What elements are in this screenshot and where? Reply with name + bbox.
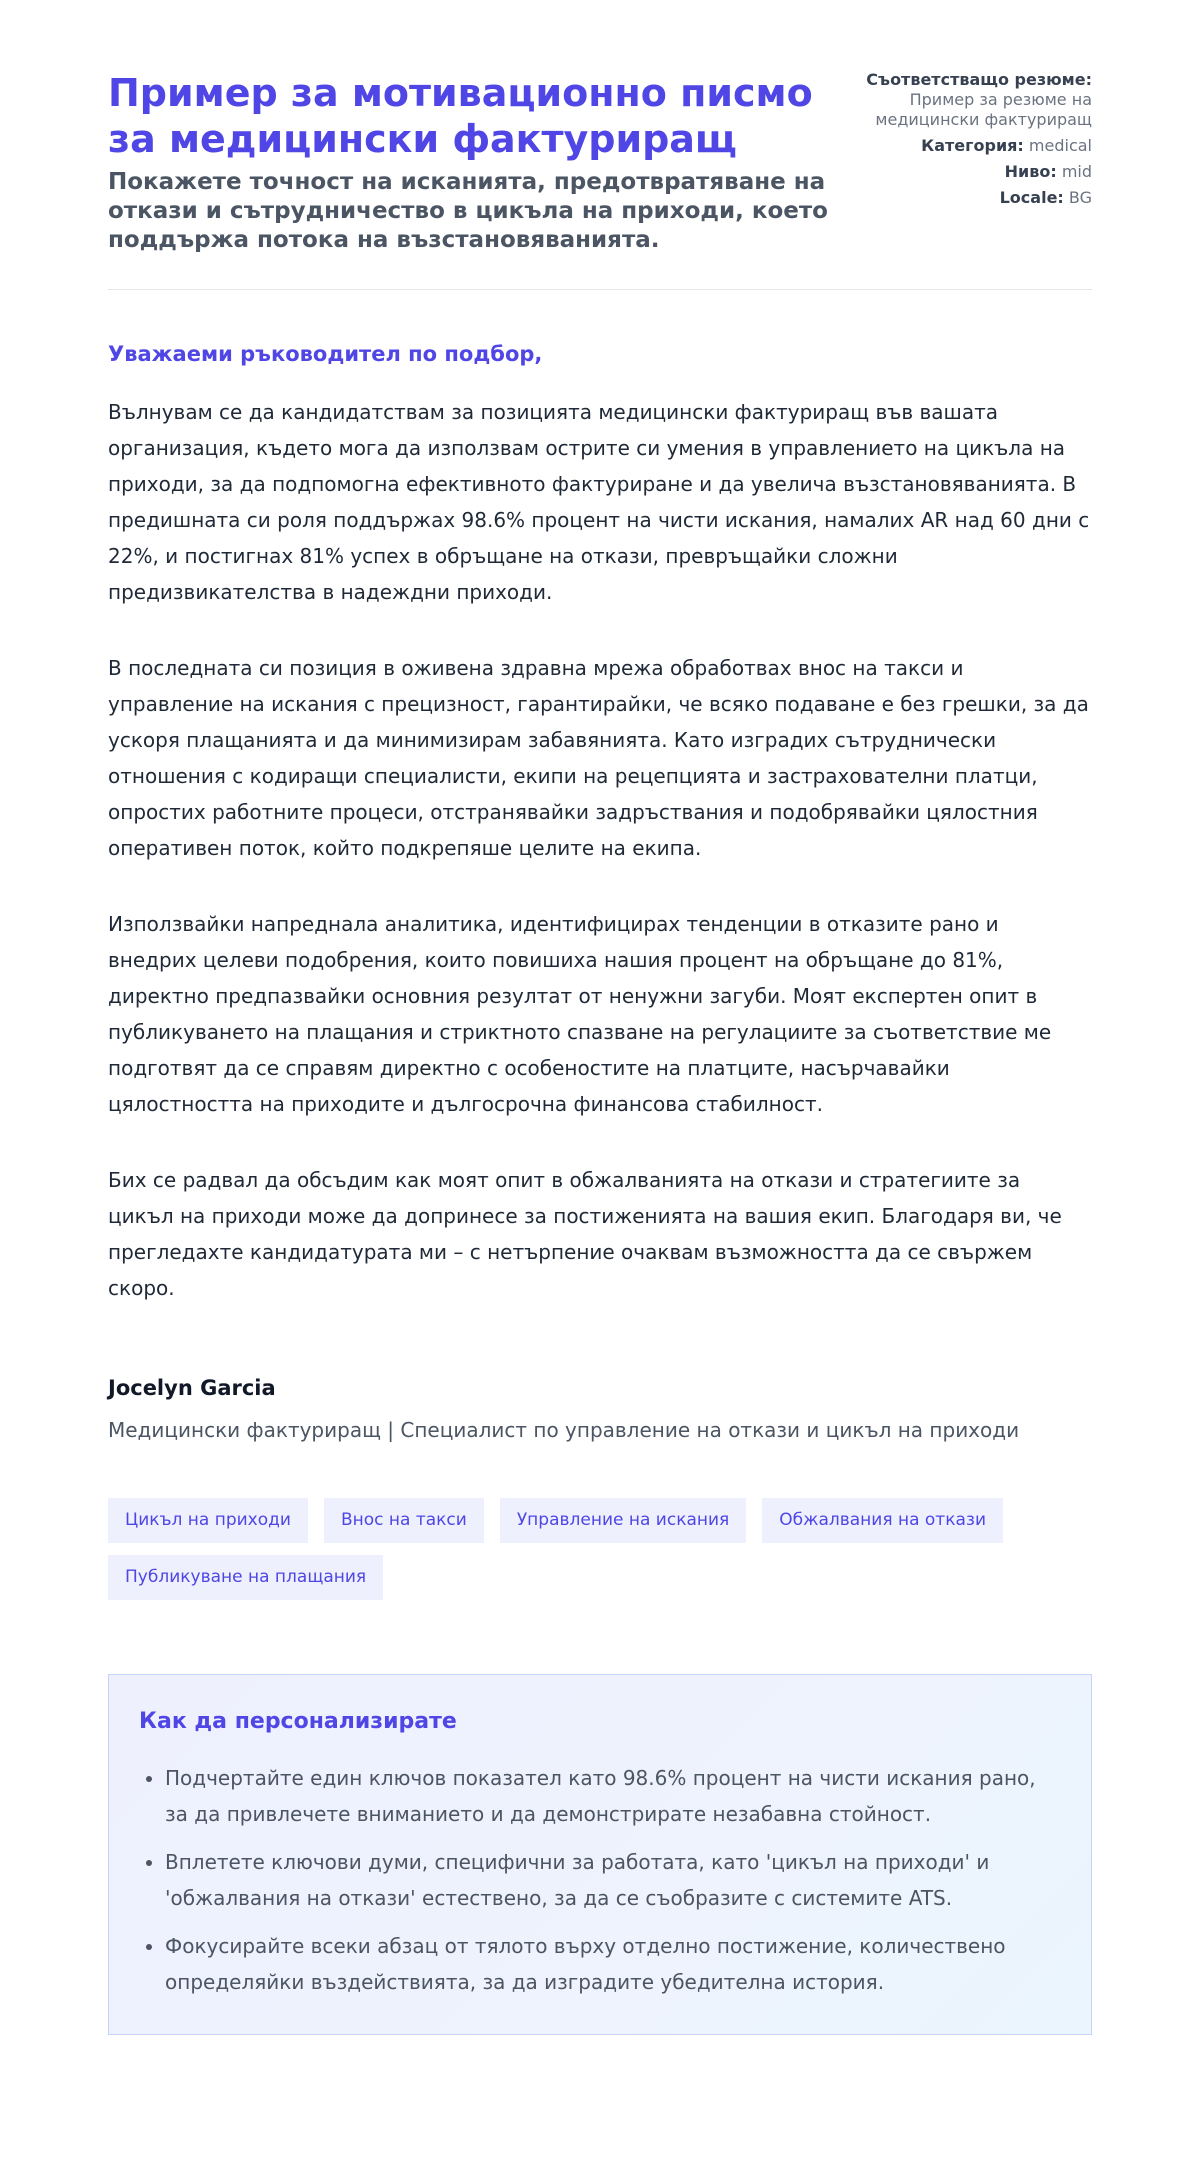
skill-tag: Управление на искания [500, 1498, 746, 1543]
header-titles [108, 70, 838, 255]
meta-label: Locale: [999, 188, 1064, 207]
meta-label: Ниво: [1004, 162, 1057, 181]
meta-value: BG [1068, 188, 1092, 207]
signature-name: Jocelyn Garcia [108, 1376, 276, 1400]
tip-item: • Фокусирайте всеки абзац от тялото върху отделно постижение, количествено определяйки въздействията, за да изградите убедителна история. [165, 1928, 1053, 2000]
meta-label: Категория: [921, 136, 1024, 155]
skill-tags [108, 1498, 1068, 1600]
page-subtitle: Покажете точност на исканията, предотвратяване на откази и сътрудничество в цикъла на приходи, което поддържа потока на възстановяванията. [108, 169, 828, 253]
meta-category [852, 136, 1092, 156]
header-divider [108, 289, 1092, 290]
signature-role: Медицински фактуриращ | Специалист по управление на откази и цикъл на приходи [108, 1418, 1020, 1442]
skill-tag: Публикуване на плащания [108, 1555, 383, 1600]
skill-tag: Внос на такси [324, 1498, 484, 1543]
letter-paragraph: Използвайки напреднала аналитика, идентифицирах тенденции в отказите рано и внедрих целеви подобрения, които повишиха нашия процент на обръщане до 81%, директно предпазвайки основния резултат от ненужни загуби. Моят експертен опит в публикуването на плащания и стриктното спазване на регулациите за съответствие ме подготвят да се справям директно с особеностите на платците, насърчавайки цялостността на приходите и дългосрочна финансова стабилност. [108, 912, 1052, 1116]
skill-tag: Обжалвания на откази [762, 1498, 1003, 1543]
letter-paragraph: В последната си позиция в оживена здравна мрежа обработвах внос на такси и управление на искания с прецизност, гарантирайки, че всяко подаване е без грешки, за да ускоря плащанията и да минимизирам забавянията. Като изградих сътруднически отношения с кодиращи специалисти, екипи на рецепцията и застрахователни платци, опростих работните процеси, отстранявайки задръствания и подобрявайки цялостния оперативен поток, който подкрепяше целите на екипа. [108, 656, 1089, 860]
letter-salutation: Уважаеми ръководител по подбор, [108, 342, 543, 366]
tip-item: • Подчертайте един ключов показател като 98.6% процент на чисти искания рано, за да привлечете вниманието и да демонстрирате незабавна стойност. [165, 1760, 1053, 1832]
page-header [108, 70, 1092, 255]
meta-level [852, 162, 1092, 182]
skill-tag: Цикъл на приходи [108, 1498, 308, 1543]
meta-matching-resume [852, 70, 1092, 130]
letter-paragraph: Вълнувам се да кандидатствам за позицията медицински фактуриращ във вашата организация, където мога да използвам острите си умения в управлението на цикъла на приходи, за да подпомогна ефективното фактуриране и да увелича възстановяванията. В предишната си роля поддържах 98.6% процент на чисти искания, намалих AR над 60 дни с 22%, и постигнах 81% успех в обръщане на откази, превръщайки сложни предизвикателства в надеждни приходи. [108, 400, 1090, 604]
meta-panel [852, 70, 1092, 214]
page-title: Пример за мотивационно писмо за медицински фактуриращ [108, 71, 813, 161]
letter-paragraph: Бих се радвал да обсъдим как моят опит в обжалванията на откази и стратегиите за цикъл на приходи може да допринесе за постиженията на вашия екип. Благодаря ви, че прегледахте кандидатурата ми – с нетърпение очаквам възможността да се свържем скоро. [108, 1168, 1062, 1300]
tip-item: • Вплетете ключови думи, специфични за работата, като 'цикъл на приходи' и 'обжалвания на откази' естествено, за да се съобразите с системите ATS. [165, 1844, 1053, 1916]
meta-value: medical [1028, 136, 1092, 155]
tips-title: Как да персонализирате [139, 1709, 457, 1734]
meta-value: mid [1061, 162, 1092, 181]
customization-tips-box [108, 1674, 1092, 2035]
meta-label: Съответстващо резюме: [866, 70, 1092, 89]
meta-value: Пример за резюме на медицински фактуриращ [875, 90, 1092, 129]
tips-list [139, 1760, 1053, 2000]
meta-locale [852, 188, 1092, 208]
